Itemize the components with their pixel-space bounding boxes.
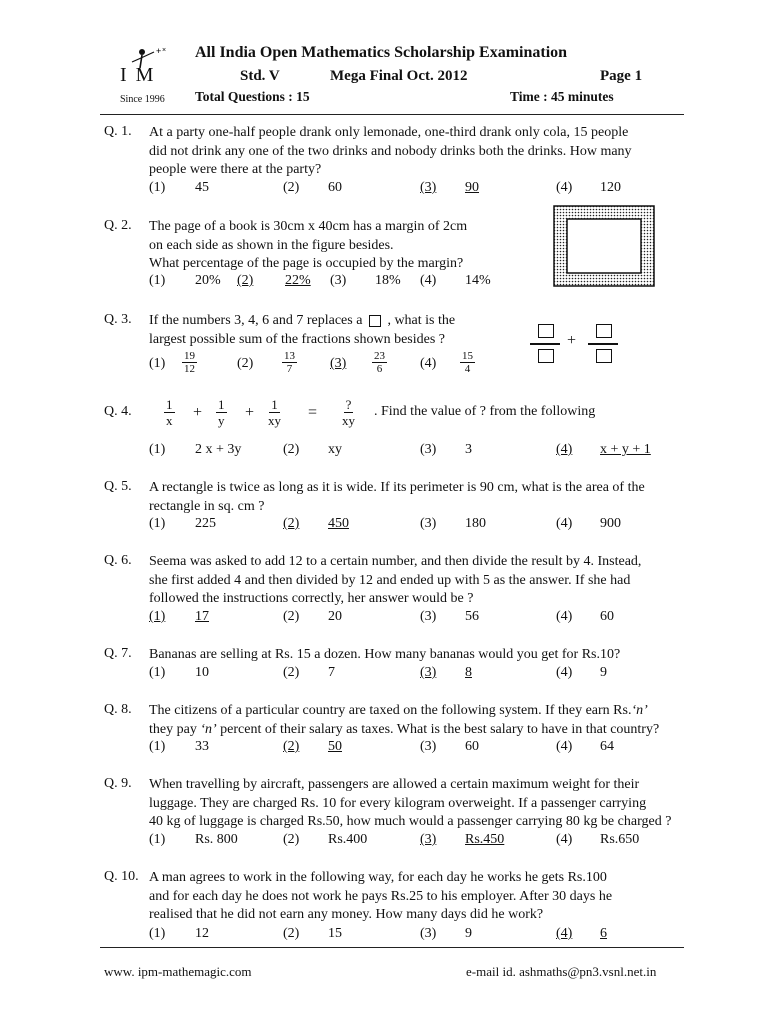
option-value: 3 [465, 442, 472, 457]
option-value: 64 [600, 739, 614, 754]
answer-option-label: (3) [420, 180, 437, 195]
question-line: did not drink any one of the two drinks and nobody drinks both the drinks. How many [149, 143, 632, 159]
std-label: Std. V [240, 68, 280, 84]
question-number: Q. 9. [104, 776, 132, 791]
plus-sign: + [567, 332, 577, 349]
fraction-denominator: x [166, 413, 173, 428]
option-value: 14% [465, 273, 491, 288]
question-number: Q. 5. [104, 479, 132, 494]
option-label: (4) [420, 273, 437, 288]
option-value: xy [328, 442, 342, 457]
fraction-denominator: 4 [464, 363, 471, 375]
fraction-numerator: 19 [184, 350, 195, 362]
answer-option-value: Rs.450 [465, 832, 505, 847]
answer-option-value: 6 [600, 926, 607, 941]
question-line: The page of a book is 30cm x 40cm has a margin of 2cm [149, 219, 468, 234]
option-fraction [282, 350, 297, 375]
fraction-denominator: 6 [376, 363, 383, 375]
question-line: At a party one-half people drank only lemonade, one-third drank only cola, 15 people [149, 125, 629, 140]
question-line: The citizens of a particular country are taxed on the following system. If they earn Rs. [149, 703, 632, 718]
option-value: 20% [195, 273, 221, 288]
logo-since: Since 1996 [120, 94, 165, 105]
question-text [149, 646, 620, 665]
question-text [149, 776, 671, 832]
option-value: 60 [328, 180, 342, 195]
fraction-numerator: 1 [271, 397, 278, 412]
option-value: 60 [600, 609, 614, 624]
answer-option-label: (2) [283, 516, 300, 531]
question-line: rectangle in sq. cm ? [149, 498, 265, 514]
option-value: 10 [195, 665, 209, 680]
question-line: What percentage of the page is occupied by the margin? [149, 256, 464, 271]
question-number: Q. 1. [104, 124, 132, 139]
answer-option-label: (4) [556, 442, 573, 457]
question-line: 40 kg of luggage is charged Rs.50, how much would a passenger carrying 80 kg be charged ? [149, 814, 672, 829]
footer-email-link[interactable]: e-mail id. ashmaths@pn3.vsnl.net.in [466, 964, 657, 979]
question-number: Q. 8. [104, 702, 132, 717]
question-text [149, 312, 455, 349]
option-value: 45 [195, 180, 209, 195]
option-label: (1) [149, 273, 166, 288]
question-number: Q. 7. [104, 646, 132, 661]
question-number: Q. 4. [104, 404, 132, 419]
question-line: percent of their salary as taxes. What is the best salary to have in that country? [216, 721, 660, 737]
fraction-numerator: 1 [218, 397, 225, 412]
answer-option-label: (3) [330, 356, 347, 371]
fraction-denominator: 12 [184, 363, 195, 375]
answer-option-value: 50 [328, 739, 342, 754]
equation-term [216, 397, 227, 428]
question-line: , what is the [387, 313, 456, 328]
option-value: Rs.650 [600, 832, 640, 847]
exam-title: All India Open Mathematics Scholarship Examination [195, 44, 568, 61]
option-label: (4) [420, 356, 437, 371]
answer-option-value: 17 [195, 609, 209, 624]
option-label: (4) [556, 739, 573, 754]
option-label: (2) [283, 832, 300, 847]
option-label: (4) [556, 832, 573, 847]
option-value: 120 [600, 180, 621, 195]
exam-name: Mega Final Oct. 2012 [330, 68, 468, 84]
option-label: (1) [149, 926, 166, 941]
footer-rule [100, 947, 684, 948]
fraction-bar [588, 343, 618, 345]
option-label: (3) [420, 739, 437, 754]
option-fraction [182, 350, 197, 375]
option-label: (2) [237, 356, 254, 371]
option-label: (1) [149, 356, 166, 371]
option-label: (2) [283, 926, 300, 941]
equation [164, 397, 175, 428]
option-label: (1) [149, 832, 166, 847]
answer-option-value: x + y + 1 [600, 442, 651, 457]
option-value: 900 [600, 516, 621, 531]
option-label: (2) [283, 180, 300, 195]
question-line: they pay [149, 721, 201, 737]
option-label: (4) [556, 609, 573, 624]
question-text [149, 479, 645, 516]
question-text [149, 124, 632, 180]
option-label: (1) [149, 180, 166, 195]
question-line: A man agrees to work in the following way, for each day he works he gets Rs.100 [149, 870, 607, 885]
blank-box-icon [369, 315, 381, 327]
blank-box-icon [538, 349, 554, 363]
option-value: 2 x + 3y [195, 442, 242, 457]
fraction-numerator: 13 [284, 350, 295, 362]
option-value: 15 [328, 926, 342, 941]
answer-option-label: (4) [556, 926, 573, 941]
option-value: 9 [465, 926, 472, 941]
question-line: If the numbers 3, 4, 6 and 7 replaces a [149, 313, 363, 328]
question-number: Q. 6. [104, 553, 132, 568]
option-label: (3) [420, 926, 437, 941]
fraction-denominator: 7 [286, 363, 293, 375]
answer-option-label: (2) [283, 739, 300, 754]
variable-n: ‘n’ [200, 721, 217, 737]
answer-option-fraction [372, 350, 387, 375]
question-text [149, 553, 641, 609]
question-number: Q. 10. [104, 869, 139, 884]
answer-option-value: 22% [285, 273, 311, 288]
option-value: 180 [465, 516, 486, 531]
equals-sign: = [308, 404, 318, 421]
fraction-denominator: y [218, 413, 225, 428]
question-line: she first added 4 and then divided by 12 and ended up with 5 as the answer. If she had [149, 572, 631, 588]
equation-result [340, 397, 357, 428]
fraction-numerator: 1 [166, 397, 173, 412]
answer-option-label: (2) [237, 273, 254, 288]
question-line: realised that he did not earn any money. How many days did he work? [149, 907, 544, 922]
question-number: Q. 2. [104, 218, 132, 233]
option-value: Rs.400 [328, 832, 368, 847]
question-text [149, 869, 612, 925]
question-line: Bananas are selling at Rs. 15 a dozen. How many bananas would you get for Rs.10? [149, 647, 621, 662]
blank-box-icon [596, 324, 612, 338]
equation-term [266, 397, 283, 428]
fraction-numerator: 15 [462, 350, 473, 362]
logo-text: I M [120, 64, 156, 86]
option-value: 33 [195, 739, 209, 754]
page-margin-figure [553, 205, 655, 287]
option-label: (3) [420, 516, 437, 531]
option-label: (2) [283, 665, 300, 680]
fraction-numerator: 23 [374, 350, 385, 362]
answer-option-label: (3) [420, 665, 437, 680]
answer-option-value: 8 [465, 665, 472, 680]
answer-option-value: 450 [328, 516, 349, 531]
question-line: followed the instructions correctly, her answer would be ? [149, 591, 474, 606]
plus-sign: + [245, 404, 255, 421]
page-number: Page 1 [600, 68, 643, 84]
ipm-logo [118, 44, 174, 106]
time-limit: Time : 45 minutes [510, 89, 614, 104]
option-label: (3) [330, 273, 347, 288]
question-text [149, 702, 659, 739]
svg-text:+: + [156, 46, 162, 56]
variable-n: ‘n’ [631, 703, 648, 718]
option-value: 9 [600, 665, 607, 680]
question-line: Seema was asked to add 12 to a certain number, and then divide the result by 4. Instead, [149, 554, 642, 569]
option-fraction [460, 350, 475, 375]
option-label: (2) [283, 442, 300, 457]
question-text [149, 218, 467, 274]
plus-sign: + [193, 404, 203, 421]
option-label: (4) [556, 665, 573, 680]
fraction-denominator: xy [268, 413, 281, 428]
question-line: on each side as shown in the figure besides. [149, 237, 394, 253]
option-label: (3) [420, 442, 437, 457]
option-value: 18% [375, 273, 401, 288]
fraction-denominator: xy [342, 413, 355, 428]
option-label: (4) [556, 180, 573, 195]
question-line: largest possible sum of the fractions shown besides ? [149, 331, 446, 347]
question-line: and for each day he does not work he pays Rs.25 to his employer. After 30 days he [149, 888, 613, 904]
fraction-bar [530, 343, 560, 345]
question-line: When travelling by aircraft, passengers are allowed a certain maximum weight for their [149, 777, 640, 792]
option-label: (1) [149, 516, 166, 531]
option-label: (3) [420, 609, 437, 624]
question-line: people were there at the party? [149, 162, 322, 177]
answer-option-label: (3) [420, 832, 437, 847]
option-value: 20 [328, 609, 342, 624]
footer-website-link[interactable]: www. ipm-mathemagic.com [104, 964, 252, 979]
svg-text:×: × [162, 47, 167, 54]
option-value: Rs. 800 [195, 832, 238, 847]
fraction-numerator: ? [345, 397, 352, 412]
total-questions: Total Questions : 15 [195, 89, 310, 104]
option-label: (1) [149, 739, 166, 754]
option-value: 225 [195, 516, 216, 531]
option-value: 56 [465, 609, 479, 624]
answer-option-value: 90 [465, 180, 479, 195]
option-value: 7 [328, 665, 335, 680]
answer-option-label: (1) [149, 609, 166, 624]
question-line: A rectangle is twice as long as it is wide. If its perimeter is 90 cm, what is the area of the [149, 480, 645, 495]
option-value: 12 [195, 926, 209, 941]
option-label: (1) [149, 665, 166, 680]
option-label: (1) [149, 442, 166, 457]
question-text: . Find the value of ? from the following [374, 404, 596, 419]
option-label: (2) [283, 609, 300, 624]
text-area [567, 219, 641, 273]
option-label: (4) [556, 516, 573, 531]
question-number: Q. 3. [104, 312, 132, 327]
question-line: luggage. They are charged Rs. 10 for every kilogram overweight. If a passenger carrying [149, 795, 647, 811]
blank-box-icon [538, 324, 554, 338]
option-value: 60 [465, 739, 479, 754]
blank-box-icon [596, 349, 612, 363]
header-rule [100, 114, 684, 115]
